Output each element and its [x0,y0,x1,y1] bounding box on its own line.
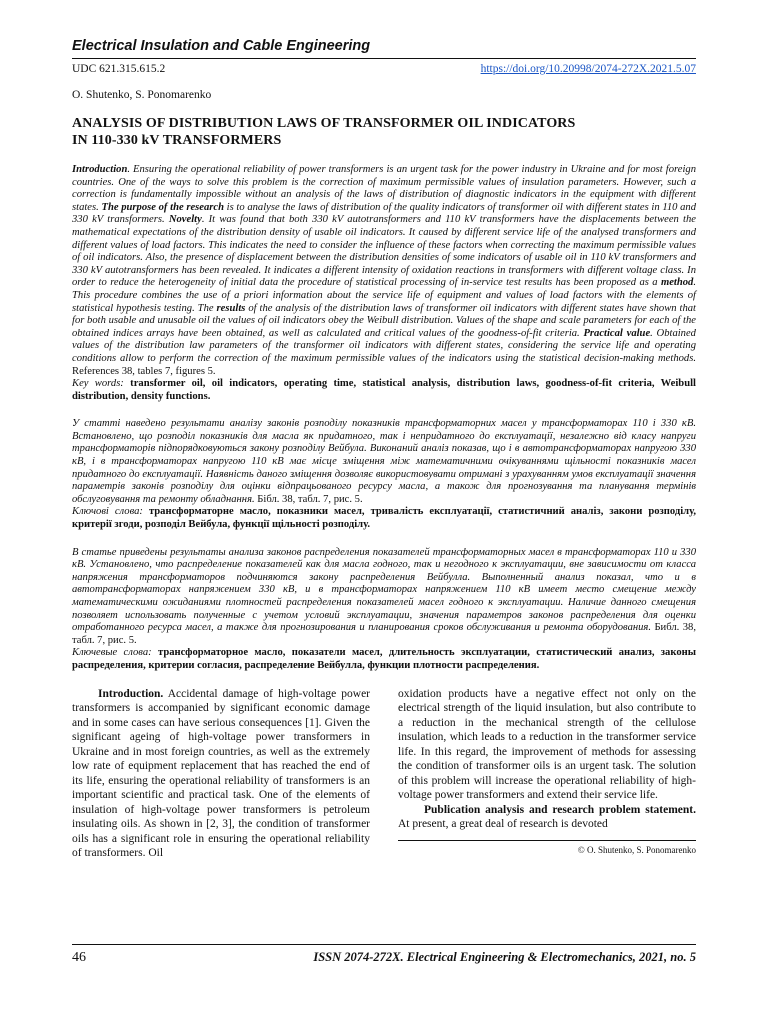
intro-continued: oxidation products have a negative effect not only on the electrical strength of the liquid insulation, but also contribute to a reduction in the mechanical strength of the cellulose insulation, which leads to a reduction in the transformer service life. In this regard, the improvement of methods for assessing the condition of transformer oils is an urgent task. The solution of this problem will increase the operational reliability of high-voltage power transformers and extend their service life. [398,687,696,802]
abstract-english [72,164,696,403]
keywords-ua: Ключові слова: трансформаторне масло, показники масел, тривалість експлуатації, статистичний аналіз, закони розподілу, критерії згоди, розподіл Вейбула, функції щільності розподілу. [72,506,696,531]
paper-page [72,38,696,861]
keywords-ru: Ключевые слова: трансформаторное масло, показатели масел, длительность эксплуатации, статистический анализ, законы распределения, критерии согласия, распределение Вейбулла, функции плотности распределения. [72,647,696,671]
header-rule [72,58,696,59]
authors: O. Shutenko, S. Ponomarenko [72,89,212,101]
abstract-russian [72,547,696,673]
abstract-ukrainian [72,418,696,531]
doi-link[interactable]: https://doi.org/10.20998/2074-272X.2021.5.07 [480,63,696,75]
keywords-en: Key words: transformer oil, oil indicators, operating time, statistical analysis, distribution laws, goodness-of-fit criteria, Weibull distribution, density functions. [72,378,696,402]
journal-footer: ISSN 2074-272X. Electrical Engineering & Electromechanics, 2021, no. 5 [313,950,696,964]
publication-analysis-paragraph: Publication analysis and research problem statement. At present, a great deal of research is devoted [398,803,696,831]
paper-title [72,115,696,149]
intro-paragraph: Introduction. Accidental damage of high-voltage power transformers is accompanied by significant economic damage and in some cases can have serious consequences [1]. Given the significant ageing of high-voltage power transformers in Ukraine and in most foreign countries, as well as the extremely low rate of equipment replacement that has reached the end of its life, ensuring the operational reliability of transformers is an important scientific and practical task. One of the elements of insulation of high-voltage power transformers is petroleum insulating oils. As shown in [2, 3], the condition of transformer oils has a significant role in ensuring the operational reliability of transformers. Oil [72,687,370,860]
abstract-ru-text: В статье приведены результаты анализа законов распределения показателей трансформаторных масел в трансформаторах 110 и 330 кВ. Установлено, что распределение показателей как для масла годного, так и негодного к эксплуатации, вне зависимости от класса напряжения трансформаторов подчиняются закону распределения Вейбулла. Выполненный анализ показал, что и в автотрансформаторах напряжением 330 кВ, и в трансформаторах напряжением 110 кВ имеет место смещение между математическими ожиданиями плотностей распределения показателей масел годного к эксплуатации. Наличие данного смещения позволяет использовать полученные с учетом условий эксплуатации, значения параметров законов распределения для оценки отработанного ресурса масел, а также для прогнозирования и планирования сроков обслуживания и ремонта оборудования. Библ. 38, табл. 7, рис. 5. [72,546,696,646]
page-footer [72,950,696,966]
abstract-en-text: Introduction. Ensuring the operational reliability of power transformers is an urgent task for the power industry in Ukraine and for most foreign countries. One of the ways to solve this problem is the correction of maximum permissible values of insulation parameters. However, such a correction is fundamentally impossible without an analysis of the laws of distribution of diagnostic indicators in the equipment with different states. The purpose of the research is to analyse the laws of distribution of the quality indicators of transformer oil with different states in 110 and 330 kV transformers. Novelty. It was found that both 330 kV autotransformers and 110 kV transformers have the displacements between the mathematical expectations of the distribution density of usable oil indicators. It caused by different service life of the analysed transformers and different values of load factors. This indicates the need to consider the influence of these factors when correcting the maximum permissible values of oil indicators. Also, the presence of displacement between the distribution densities of some indicators of usable oil in 110 kV transformers and 330 kV autotransformers has been revealed. It indicates a different intensity of oxidation reactions in transformers with different voltage class. In order to reduce the heterogeneity of initial data the procedure of statistical processing of in-service test results has been proposed as a method. This procedure combines the use of a priori information about the service life of equipment and values of load factors with the elements of statistical hypothesis testing. The results of the analysis of the distribution laws of transformer oil indicators with different states have shown that for both usable and unusable oil the values of oil indicators obey the Weibull distribution. Values of the shape and scale parameters for each of the obtained indices arrays have been obtained, as well as calculated and critical values of the goodness-of-fit criteria. Practical value. Obtained values of the distribution law parameters of the transformer oil indicators with different states, considering the service life and operating conditions allow to perform the correction of the maximum permissible values of the indicators using the statistical decision-making methods. References 38, tables 7, figures 5. [72,164,696,377]
left-column [72,687,370,861]
abstract-ua-text: У статті наведено результати аналізу законів розподілу показників трансформаторних масел у трансформаторах 110 і 330 кВ. Встановлено, що розподіл показників для масла як придатного, так і непридатного до експлуатації, незалежно від класу напруги трансформаторів підпорядковуються закону розподілу Вейбула. Виконаний аналіз показав, що і в автотрансформаторах напругою 330 кВ, і в трансформаторах напругою 110 кВ має місце зміщення між математичними очікуваннями щільності показників масел придатного до експлуатації. Наявність даного зміщення дозволяє використовувати отримані з урахуванням умов експлуатації значення параметрів законів розподілу для оцінки відпрацьованого ресурсу масла, а також для прогнозування та планування термінів обслуговування та ремонту обладнання. Бібл. 38, табл. 7, рис. 5. [72,418,696,505]
copyright-note: © O. Shutenko, S. Ponomarenko [398,840,696,858]
body-columns [72,687,696,861]
journal-section-header: Electrical Insulation and Cable Engineering [72,38,371,54]
title-line-1: ANALYSIS OF DISTRIBUTION LAWS OF TRANSFORMER OIL INDICATORS [72,116,576,131]
udc-code: UDC 621.315.615.2 [72,63,166,75]
meta-row [72,63,696,75]
page-number: 46 [72,950,86,965]
title-line-2: IN 110-330 kV TRANSFORMERS [72,133,282,148]
right-column [398,687,696,861]
footer-rule [72,944,696,945]
